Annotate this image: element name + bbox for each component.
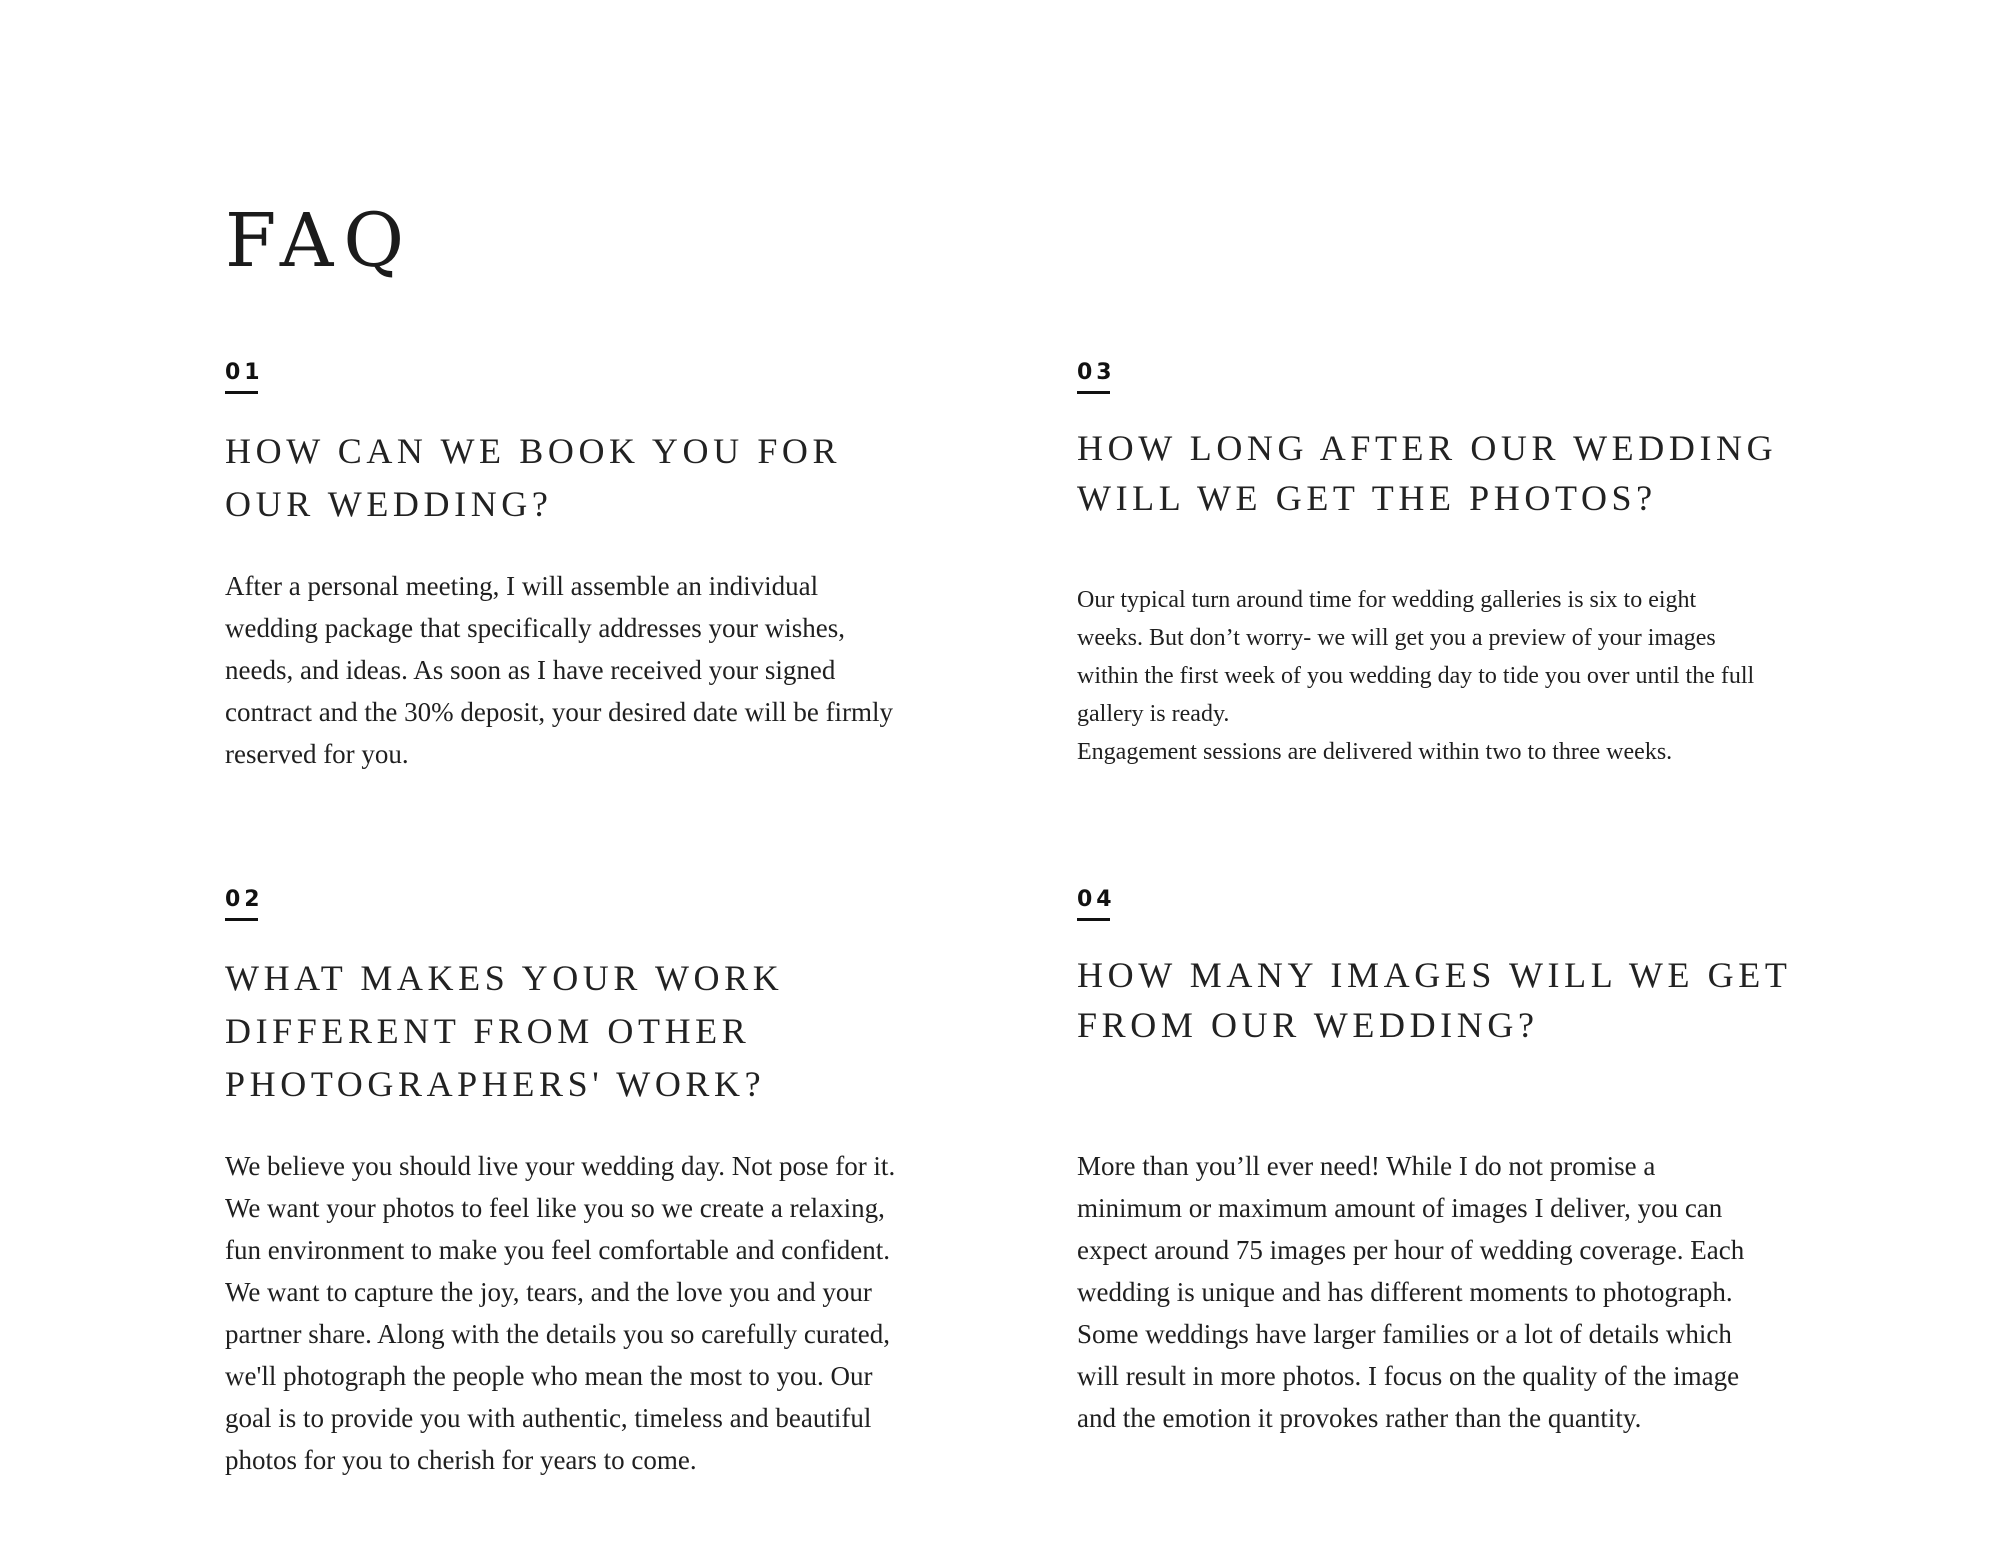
faq-question: HOW LONG AFTER OUR WEDDING WILL WE GET THE PHOTOS?	[1077, 428, 1778, 518]
faq-number: 04	[1077, 887, 1116, 912]
faq-number: 02	[225, 887, 264, 912]
faq-question: HOW MANY IMAGES WILL WE GET FROM OUR WEDDING?	[1077, 955, 1792, 1045]
faq-question: WHAT MAKES YOUR WORK DIFFERENT FROM OTHER PHOTOGRAPHERS' WORK?	[225, 958, 784, 1104]
faq-answer: More than you’ll ever need! While I do not promise a minimum or maximum amount of images I deliver, you can expect around 75 images per hour of wedding coverage. Each wedding is unique and has different moments to photograph. Some weddings have larger families or a lot of details which will result in more photos. I focus on the quality of the image and the emotion it provokes rather than the quantity.	[1077, 1151, 1745, 1433]
faq-number-underline	[1077, 391, 1110, 394]
faq-number: 03	[1077, 360, 1116, 385]
faq-question: HOW CAN WE BOOK YOU FOR OUR WEDDING?	[225, 431, 842, 524]
page-title: FAQ	[225, 198, 415, 284]
faq-answer: Our typical turn around time for wedding galleries is six to eight weeks. But don’t worry- we will get you a preview of your images within the first week of you wedding day to tide you over until the full gallery is ready. Engagement sessions are delivered within two to three weeks.	[1077, 587, 1755, 765]
faq-number-underline	[225, 391, 258, 394]
faq-number: 01	[225, 360, 264, 385]
faq-number-underline	[225, 918, 258, 921]
faq-answer: We believe you should live your wedding day. Not pose for it. We want your photos to feel like you so we create a relaxing, fun environment to make you feel comfortable and confident. We want to capture the joy, tears, and the love you and your partner share. Along with the details you so carefully curated, we'll photograph the people who mean the most to you. Our goal is to provide you with authentic, timeless and beautiful photos for you to cherish for years to come.	[225, 1151, 896, 1475]
faq-answer: After a personal meeting, I will assemble an individual wedding package that specifically addresses your wishes, needs, and ideas. As soon as I have received your signed contract and the 30% deposit, your desired date will be firmly reserved for you.	[225, 571, 894, 769]
faq-number-underline	[1077, 918, 1110, 921]
